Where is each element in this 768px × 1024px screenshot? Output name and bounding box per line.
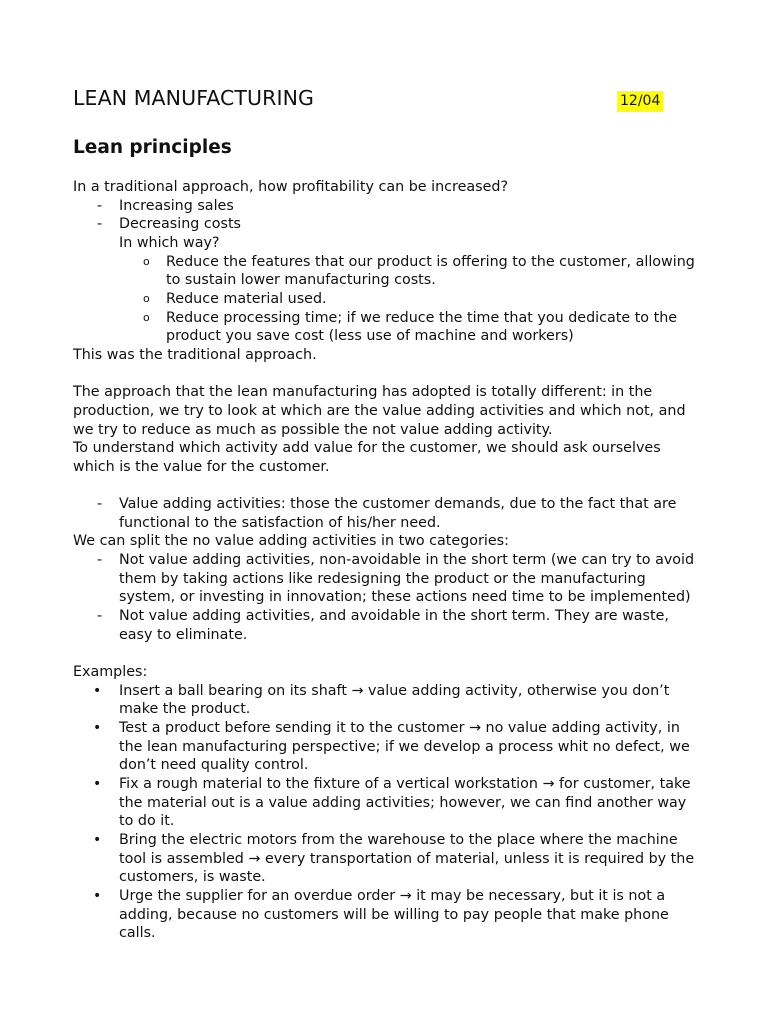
example-text: Insert a ball bearing on its shaft → value adding activity, otherwise you don’t make the product. (119, 682, 670, 718)
sub-question: In which way? (119, 234, 220, 251)
sub-list-item (73, 253, 703, 290)
section-heading: Lean principles (73, 137, 232, 158)
blank-line (73, 365, 703, 384)
sub-list-item-text: Reduce the features that our product is offering to the customer, allowing to sustain lower manufacturing costs. (166, 253, 695, 289)
examples-label: Examples: (73, 664, 148, 681)
dash-marker: - (97, 216, 103, 233)
paragraph-split: We can split the no value adding activities in two categories: (73, 533, 509, 550)
example-text: Fix a rough material to the fixture of a vertical workstation → for customer, take the material out is a value adding activities; however, we can find another way to do it. (119, 775, 691, 830)
dash-marker: - (97, 197, 103, 214)
dash-marker: - (97, 496, 103, 513)
paragraph-intro: In a traditional approach, how profitability can be increased? (73, 179, 509, 195)
example-item (73, 887, 703, 943)
circle-marker: o (143, 254, 150, 268)
example-text: Urge the supplier for an overdue order → it may be necessary, but it is not a adding, because no customers will be willing to pay people that make phone calls. (119, 887, 669, 942)
list-item (73, 215, 703, 234)
list-item (73, 495, 703, 532)
list-item-text: Value adding activities: those the customer demands, due to the fact that are functional to the satisfaction of his/her need. (119, 496, 677, 531)
list-item (73, 197, 703, 216)
list-item-text: Decreasing costs (119, 216, 241, 233)
sub-list-item (73, 290, 703, 309)
example-item (73, 719, 703, 775)
dash-marker: - (97, 608, 103, 625)
title-row (73, 86, 703, 114)
example-item (73, 682, 703, 719)
list-item-text: Not value adding activities, and avoidable in the short term. They are waste, easy to eliminate. (119, 608, 669, 643)
sub-list-item-text: Reduce material used. (166, 290, 327, 307)
list-item (73, 607, 703, 644)
bullet-marker: • (93, 887, 102, 904)
example-text: Bring the electric motors from the warehouse to the place where the machine tool is assembled → every transportation of material, unless it is required by the customers, is waste. (119, 831, 695, 886)
dash-marker: - (97, 552, 103, 569)
circle-marker: o (143, 291, 150, 305)
blank-line (73, 476, 703, 495)
paragraph-traditional: This was the traditional approach. (73, 346, 317, 363)
example-item (73, 775, 703, 831)
document-title: LEAN MANUFACTURING (73, 86, 315, 110)
list-item-text: Increasing sales (119, 197, 234, 214)
sub-list-item (73, 309, 703, 346)
bullet-marker: • (93, 831, 102, 848)
example-text: Test a product before sending it to the customer → no value adding activity, in the lean manufacturing perspective; if we develop a process whit no defect, we don’t need quality control. (119, 719, 690, 774)
list-item (73, 551, 703, 607)
date-highlight: 12/04 (617, 91, 663, 112)
sub-list-item-text: Reduce processing time; if we reduce the time that you dedicate to the product you save cost (less use of machine and workers) (166, 309, 678, 345)
paragraph-value: To understand which activity add value for the customer, we should ask ourselves which is the value for the customer. (73, 440, 661, 475)
paragraph-lean-approach: The approach that the lean manufacturing has adopted is totally different: in the production, we try to look at which are the value adding activities and which not, and we try to reduce as much as possible the not value adding activity. (73, 384, 686, 438)
list-item-text: Not value adding activities, non-avoidable in the short term (we can try to avoid them by taking actions like redesigning the product or the manufacturing system, or investing in innovation; these actions need time to be implemented) (119, 552, 695, 606)
blank-line (73, 644, 703, 663)
bullet-marker: • (93, 719, 102, 736)
bullet-marker: • (93, 682, 102, 699)
document-body (73, 178, 703, 943)
bullet-marker: • (93, 775, 102, 792)
example-item (73, 831, 703, 887)
circle-marker: o (143, 310, 150, 324)
